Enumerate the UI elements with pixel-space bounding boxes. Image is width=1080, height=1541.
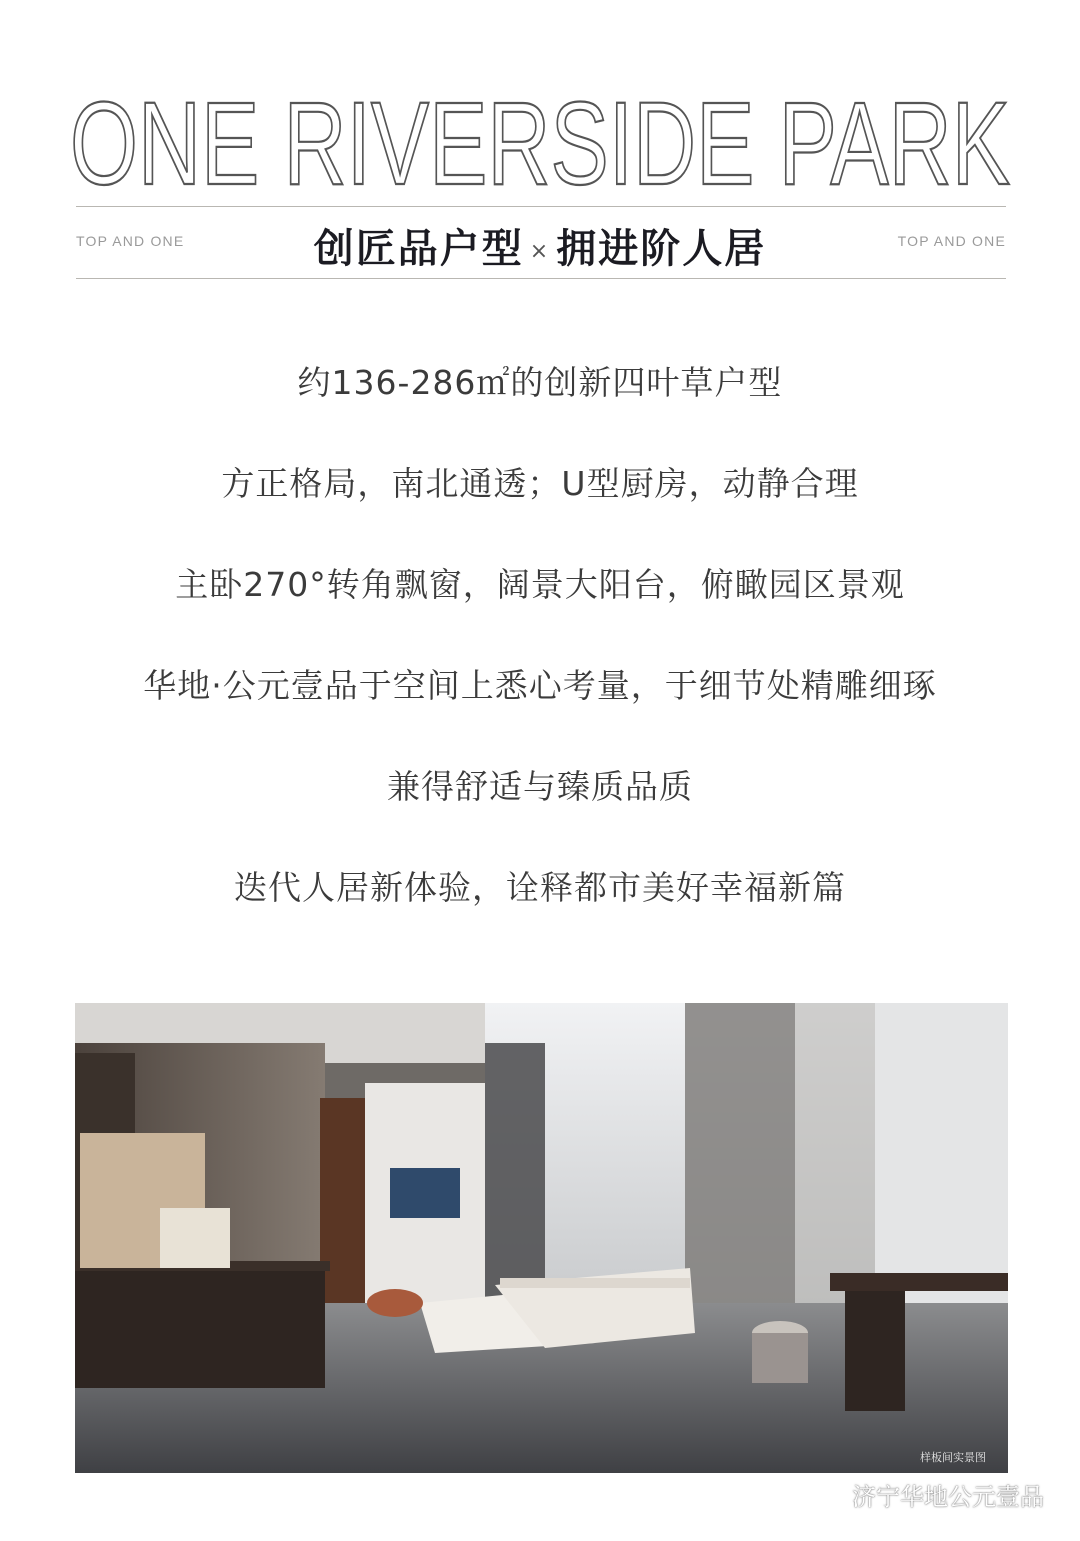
wechat-icon xyxy=(804,1479,844,1509)
header-divider-top xyxy=(76,206,1006,207)
feature-line: 约136-286㎡的创新四叶草户型 xyxy=(297,363,783,402)
brand-logo xyxy=(0,72,1080,202)
interior-photo xyxy=(75,1003,1008,1473)
feature-line: 华地·公元壹品于空间上悉心考量，于细节处精雕细琢 xyxy=(143,666,937,705)
interior-illustration xyxy=(75,1003,1008,1473)
headline-left: 创匠品户型 xyxy=(313,226,524,272)
photo-caption: 样板间实景图 xyxy=(920,1451,986,1464)
feature-line: 主卧270°转角飘窗，阔景大阳台，俯瞰园区景观 xyxy=(175,565,905,604)
headline-right: 拥进阶人居 xyxy=(556,226,767,272)
feature-list xyxy=(0,358,1080,964)
feature-line: 方正格局，南北通透；U型厨房，动静合理 xyxy=(221,464,859,503)
headline-separator: × xyxy=(529,238,551,264)
brand-logo-text: ONE RIVERSIDE PARK xyxy=(70,78,1010,202)
wechat-watermark xyxy=(804,1472,1044,1516)
feature-line: 迭代人居新体验，诠释都市美好幸福新篇 xyxy=(234,868,846,907)
tag-right: TOP AND ONE xyxy=(897,233,1006,249)
watermark-text: 济宁华地公元壹品 xyxy=(852,1482,1044,1511)
feature-line: 兼得舒适与臻质品质 xyxy=(387,767,693,806)
header-divider-bottom xyxy=(76,278,1006,279)
tag-left: TOP AND ONE xyxy=(76,233,185,249)
